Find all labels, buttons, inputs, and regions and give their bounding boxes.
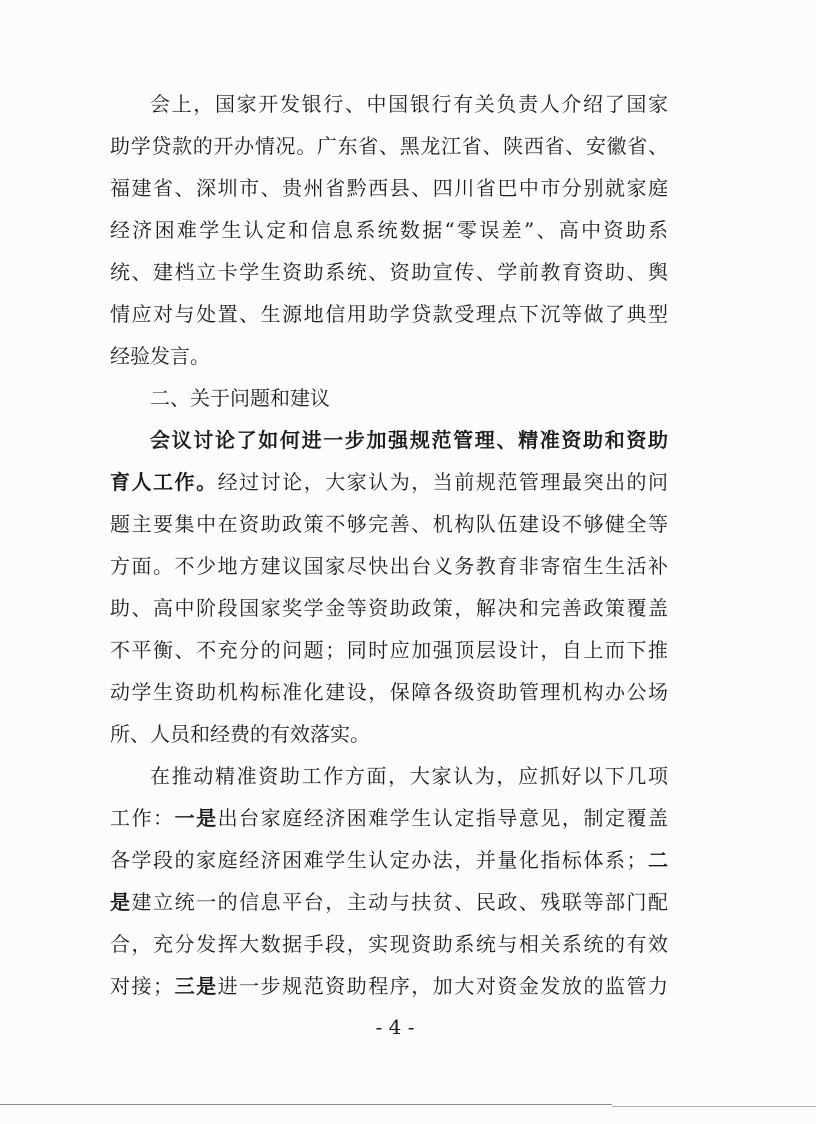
line-text: 情应对与处置、生源地信用助学贷款受理点下沉等做了典型 (110, 302, 668, 326)
scan-edge-line (612, 1106, 816, 1107)
body-line (110, 419, 668, 461)
body-line (110, 83, 668, 125)
line-text: 福建省、深圳市、贵州省黔西县、四川省巴中市分别就家庭 (110, 176, 668, 200)
body-line (110, 209, 668, 251)
bold-text: 是 (110, 890, 132, 914)
line-text: 动学生资助机构标准化建设，保障各级资助管理机构办公场 (110, 680, 668, 704)
line-text: 助、高中阶段国家奖学金等资助政策，解决和完善政策覆盖 (110, 596, 668, 620)
line-text: 出台家庭经济困难学生认定指导意见，制定覆盖 (217, 806, 668, 830)
line-text: 会上，国家开发银行、中国银行有关负责人介绍了国家 (150, 92, 668, 116)
line-text: 进一步规范资助程序，加大对资金发放的监管力 (217, 974, 668, 998)
body-line (110, 125, 668, 167)
body-line (110, 755, 668, 797)
body-line (110, 167, 668, 209)
line-text: 建立统一的信息平台，主动与扶贫、民政、残联等部门配 (131, 890, 668, 914)
body-line (110, 797, 668, 839)
body-line (110, 293, 668, 335)
line-text: 各学段的家庭经济困难学生认定办法，并量化指标体系； (110, 848, 647, 872)
body-line (110, 629, 668, 671)
bold-text: 二 (646, 848, 668, 872)
bold-text: 育人工作。 (110, 470, 218, 494)
line-text: 方面。不少地方建议国家尽快出台义务教育非寄宿生生活补 (110, 554, 668, 578)
bold-text: 会议讨论了如何进一步加强规范管理、精准资助和资助 (150, 428, 668, 452)
line-text: 经验发言。 (110, 344, 210, 368)
body-line (110, 545, 668, 587)
body-line (110, 965, 668, 1007)
section-heading (110, 377, 668, 419)
line-text: 不平衡、不充分的问题；同时应加强顶层设计，自上而下推 (110, 638, 668, 662)
line-text: 助学贷款的开办情况。广东省、黑龙江省、陕西省、安徽省、 (110, 134, 668, 158)
line-text: 统、建档立卡学生资助系统、资助宣传、学前教育资助、舆 (110, 260, 668, 284)
body-line (110, 923, 668, 965)
body-line (110, 503, 668, 545)
body-line (110, 461, 668, 503)
line-text: 题主要集中在资助政策不够完善、机构队伍建设不够健全等 (110, 512, 668, 536)
line-text: 经过讨论，大家认为，当前规范管理最突出的问 (217, 470, 668, 494)
line-text: 合，充分发挥大数据手段，实现资助系统与相关系统的有效 (110, 932, 668, 956)
body-line (110, 335, 668, 377)
line-text: 在推动精准资助工作方面，大家认为，应抓好以下几项 (150, 764, 668, 788)
bold-text: 一是 (174, 806, 218, 830)
line-text: 所、人员和经费的有效落实。 (110, 722, 370, 746)
body-line (110, 671, 668, 713)
line-text: 工作： (110, 806, 175, 830)
body-line (110, 839, 668, 881)
line-text: 对接； (110, 974, 174, 998)
line-text: 经济困难学生认定和信息系统数据“零误差”、高中资助系 (110, 218, 668, 242)
body-line (110, 251, 668, 293)
bold-text: 三是 (173, 974, 218, 998)
body-line (110, 881, 668, 923)
page-number: - 4 - (375, 1015, 415, 1039)
body-line (110, 587, 668, 629)
body-text (110, 83, 668, 1007)
scan-edge-line (0, 1104, 612, 1105)
section-heading-text: 二、关于问题和建议 (150, 386, 330, 410)
body-line (110, 713, 668, 755)
